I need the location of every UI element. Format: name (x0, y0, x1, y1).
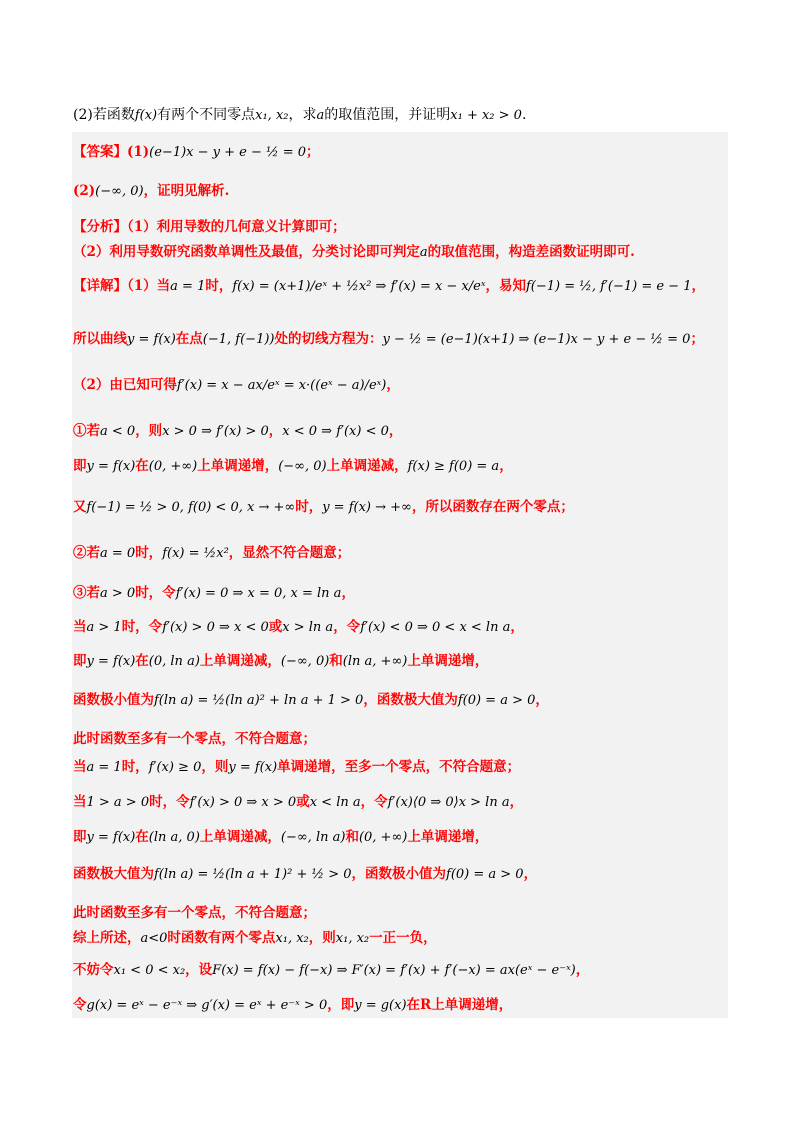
math-expression: y − ½ = (e−1)(x+1) ⇒ (e−1)x − y + e − ½ = 0 (382, 332, 691, 347)
solution-text: 即 (73, 458, 87, 474)
math-expression: f′(x) = x − ax/eˣ = x·((eˣ − a)/eˣ) (176, 378, 387, 393)
solution-text: 上单调递增， (407, 829, 489, 845)
solution-text: ，显然不符合题意； (228, 545, 351, 561)
solution-line (73, 928, 437, 949)
math-expression: a<0 (140, 931, 168, 946)
solution-line (73, 456, 513, 477)
solution-text: ， (341, 585, 355, 601)
solution-text: 或 (296, 794, 310, 810)
math-expression: (0, +∞) (148, 459, 198, 474)
math-expression: f′(x) = 0 ⇒ x = 0, x = ln a (175, 586, 342, 601)
solution-line (73, 242, 635, 263)
solution-text: ， (535, 692, 549, 708)
solution-line (73, 651, 488, 672)
solution-text: ， (691, 278, 705, 294)
solution-text: ，函数极小值为 (351, 866, 447, 882)
solution-text: （2）由已知可得 (73, 377, 177, 393)
math-expression: F(x) = f(x) − f(−x) ⇒ F′(x) = f′(x) + f′(−x) = ax(eˣ − e⁻ˣ) (212, 963, 576, 978)
solution-text: ， (510, 619, 524, 635)
solution-text: ，则 (135, 423, 163, 439)
solution-text: ，设 (185, 962, 213, 978)
solution-text: 在 (135, 458, 149, 474)
solution-text: ； (690, 331, 704, 347)
question-inequality: x₁ + x₂ > 0 (450, 108, 522, 123)
solution-text: ，所以函数存在两个零点； (411, 499, 574, 515)
math-expression: f(x) = ½x² (162, 546, 229, 561)
question-mid1: 有两个不同零点 (157, 107, 256, 123)
solution-text: 时， (205, 278, 233, 294)
math-expression: f(ln a) = ½(ln a)² + ln a + 1 > 0 (154, 693, 364, 708)
math-expression: a > 0 (100, 586, 136, 601)
math-expression: (e−1)x − y + e − ½ = 0 (149, 145, 307, 160)
solution-text: 当 (73, 619, 87, 635)
math-expression: f′(x) > 0 ⇒ x > 0 (189, 795, 297, 810)
solution-line (73, 729, 316, 749)
solution-line (73, 864, 537, 885)
math-expression: f(ln a) = ½(ln a + 1)² + ½ > 0 (154, 867, 352, 882)
math-expression: (ln a, 0) (148, 830, 200, 845)
question-mid2: ，求 (288, 107, 317, 123)
solution-line (73, 995, 512, 1016)
math-expression: f′(x) ≥ 0 (148, 760, 202, 775)
solution-line (73, 375, 400, 396)
math-expression: f(−1) = ½ > 0, f(0) < 0, x → +∞ (86, 500, 296, 515)
math-expression: x > ln a (282, 620, 334, 635)
solution-text: 在 (135, 653, 149, 669)
solution-text: 时，令 (121, 619, 163, 635)
math-expression: 1 > a > 0 (86, 795, 150, 810)
solution-text: ①若 (73, 423, 100, 439)
solution-text: ，易知 (485, 278, 526, 294)
solution-line (73, 690, 549, 711)
solution-text: ，则 (308, 930, 336, 946)
solution-text: 在R上单调递增， (406, 997, 513, 1013)
solution-text: 令 (73, 997, 87, 1013)
math-expression: y = f(x) (86, 459, 136, 474)
math-expression: f(0) = a > 0 (457, 693, 536, 708)
math-expression: (−∞, 0) (280, 654, 330, 669)
solution-text: ，令 (333, 619, 361, 635)
solution-text: 上单调递减， (326, 458, 408, 474)
question-a: a (316, 108, 325, 123)
solution-text: 即 (73, 829, 87, 845)
solution-text: ，令 (360, 794, 388, 810)
solution-text: 和 (345, 829, 359, 845)
solution-line (73, 421, 402, 442)
solution-text: 一正一负， (369, 930, 437, 946)
math-expression: a (419, 245, 428, 260)
question-text (73, 104, 526, 124)
solution-line (73, 217, 346, 237)
math-expression: f′(x)⟨0 ⇒ 0⟩x > ln a (387, 795, 510, 810)
math-expression: f′(x) < 0 ⇒ 0 < x < ln a (360, 620, 511, 635)
solution-line (73, 276, 705, 297)
solution-text: 【分析】（1）利用导数的几何意义计算即可； (73, 219, 346, 235)
math-expression: y = f(x) (228, 760, 278, 775)
math-expression: a > 1 (86, 620, 122, 635)
solution-text: ， (509, 794, 524, 810)
solution-text: 此时函数至多有一个零点，不符合题意； (73, 731, 316, 747)
solution-text: ， (386, 377, 400, 393)
solution-line (73, 142, 320, 163)
solution-text: 和 (329, 653, 343, 669)
solution-text: ； (306, 144, 320, 160)
math-expression: a = 1 (170, 279, 206, 294)
solution-text: ， (268, 423, 283, 439)
math-expression: f(x) ≥ f(0) = a (407, 459, 500, 474)
math-expression: x > 0 ⇒ f′(x) > 0 (162, 424, 269, 439)
math-expression: a < 0 (100, 424, 136, 439)
math-expression: f(x) = (x+1)/eˣ + ½x² ⇒ f′(x) = x − x/eˣ (232, 279, 486, 294)
math-expression: (ln a, +∞) (342, 654, 408, 669)
solution-line (73, 181, 229, 202)
solution-text: 时，令 (149, 794, 190, 810)
solution-text: 【答案】(1) (73, 144, 150, 160)
solution-text: 又 (73, 499, 87, 515)
solution-line (73, 960, 589, 981)
solution-text: 上单调递增， (407, 653, 489, 669)
solution-text: (2) (73, 183, 96, 199)
math-expression: y = f(x) (86, 654, 136, 669)
math-expression: x₁, x₂ (275, 931, 309, 946)
solution-text: 函数极小值为 (73, 692, 154, 708)
solution-line (73, 329, 704, 350)
math-expression: (−1, f(−1)) (202, 332, 275, 347)
math-expression: a = 1 (86, 760, 122, 775)
question-prefix: (2)若函数 (73, 107, 135, 123)
solution-line (73, 903, 316, 923)
solution-text: ， (575, 962, 590, 978)
solution-text: ， (388, 423, 403, 439)
solution-text: 时，令 (135, 585, 176, 601)
solution-text: 【详解】（1）当 (73, 278, 171, 294)
solution-text: 时函数有两个零点 (167, 930, 276, 946)
solution-text: 在点 (175, 331, 203, 347)
solution-text: 时， (135, 545, 163, 561)
solution-text: 在 (135, 829, 149, 845)
solution-text: 时， (121, 759, 149, 775)
solution-text: （2）利用导数研究函数单调性及最值，分类讨论即可判定 (73, 244, 420, 260)
math-expression: x₁, x₂ (335, 931, 370, 946)
solution-text: 或 (268, 619, 283, 635)
solution-line (73, 792, 523, 813)
math-expression: y = g(x) (354, 998, 407, 1013)
math-expression: g(x) = eˣ − e⁻ˣ ⇒ g′(x) = eˣ + e⁻ˣ > 0 (86, 998, 328, 1013)
solution-text: 上单调递增， (197, 458, 279, 474)
solution-text: ②若 (73, 545, 100, 561)
solution-panel (72, 132, 728, 1018)
solution-text: 处的切线方程为： (274, 331, 383, 347)
solution-text: 当 (73, 794, 87, 810)
solution-line (73, 583, 355, 604)
solution-text: 函数极大值为 (73, 866, 154, 882)
question-end: . (521, 107, 527, 123)
math-expression: x < ln a (309, 795, 361, 810)
math-expression: y = f(x) (86, 830, 136, 845)
solution-text: 时， (295, 499, 323, 515)
solution-text: ③若 (73, 585, 100, 601)
math-expression: (0, ln a) (148, 654, 200, 669)
math-expression: f′(x) > 0 ⇒ x < 0 (162, 620, 269, 635)
solution-line (73, 543, 350, 564)
solution-text: 当 (73, 759, 87, 775)
math-expression: f(0) = a > 0 (446, 867, 524, 882)
math-expression: y = f(x) (127, 332, 176, 347)
question-mid3: 的取值范围，并证明 (324, 107, 451, 123)
solution-line (73, 497, 574, 518)
math-expression: (−∞, 0) (278, 459, 327, 474)
solution-text: 此时函数至多有一个零点，不符合题意； (73, 905, 316, 921)
solution-text: 所以曲线 (73, 331, 127, 347)
solution-text: 上单调递减， (199, 653, 281, 669)
solution-text: 即 (73, 653, 87, 669)
solution-line (73, 617, 524, 638)
solution-line (73, 757, 520, 778)
solution-text: ， (523, 866, 538, 882)
math-expression: (0, +∞) (358, 830, 408, 845)
solution-text: ，函数极大值为 (363, 692, 458, 708)
solution-text: ，证明见解析. (143, 183, 230, 199)
solution-text: ，则 (201, 759, 229, 775)
solution-text: 不妨令 (73, 962, 114, 978)
math-expression: (−∞, 0) (95, 184, 144, 199)
math-expression: (−∞, ln a) (280, 830, 346, 845)
solution-line (73, 827, 488, 848)
solution-text: 的取值范围，构造差函数证明即可. (427, 244, 635, 260)
math-expression: x₁ < 0 < x₂ (113, 963, 186, 978)
math-expression: y = f(x) → +∞ (322, 500, 412, 515)
math-expression: a = 0 (100, 546, 136, 561)
question-fx: f(x) (134, 108, 158, 123)
solution-text: 综上所述， (73, 930, 141, 946)
math-expression: x < 0 ⇒ f′(x) < 0 (282, 424, 389, 439)
question-roots: x₁, x₂ (255, 108, 289, 123)
math-expression: f(−1) = ½, f′(−1) = e − 1 (525, 279, 692, 294)
solution-text: ，即 (327, 997, 355, 1013)
solution-text: 上单调递减， (199, 829, 281, 845)
solution-text: 单调递增，至多一个零点，不符合题意； (277, 759, 521, 775)
solution-text: ， (499, 458, 513, 474)
